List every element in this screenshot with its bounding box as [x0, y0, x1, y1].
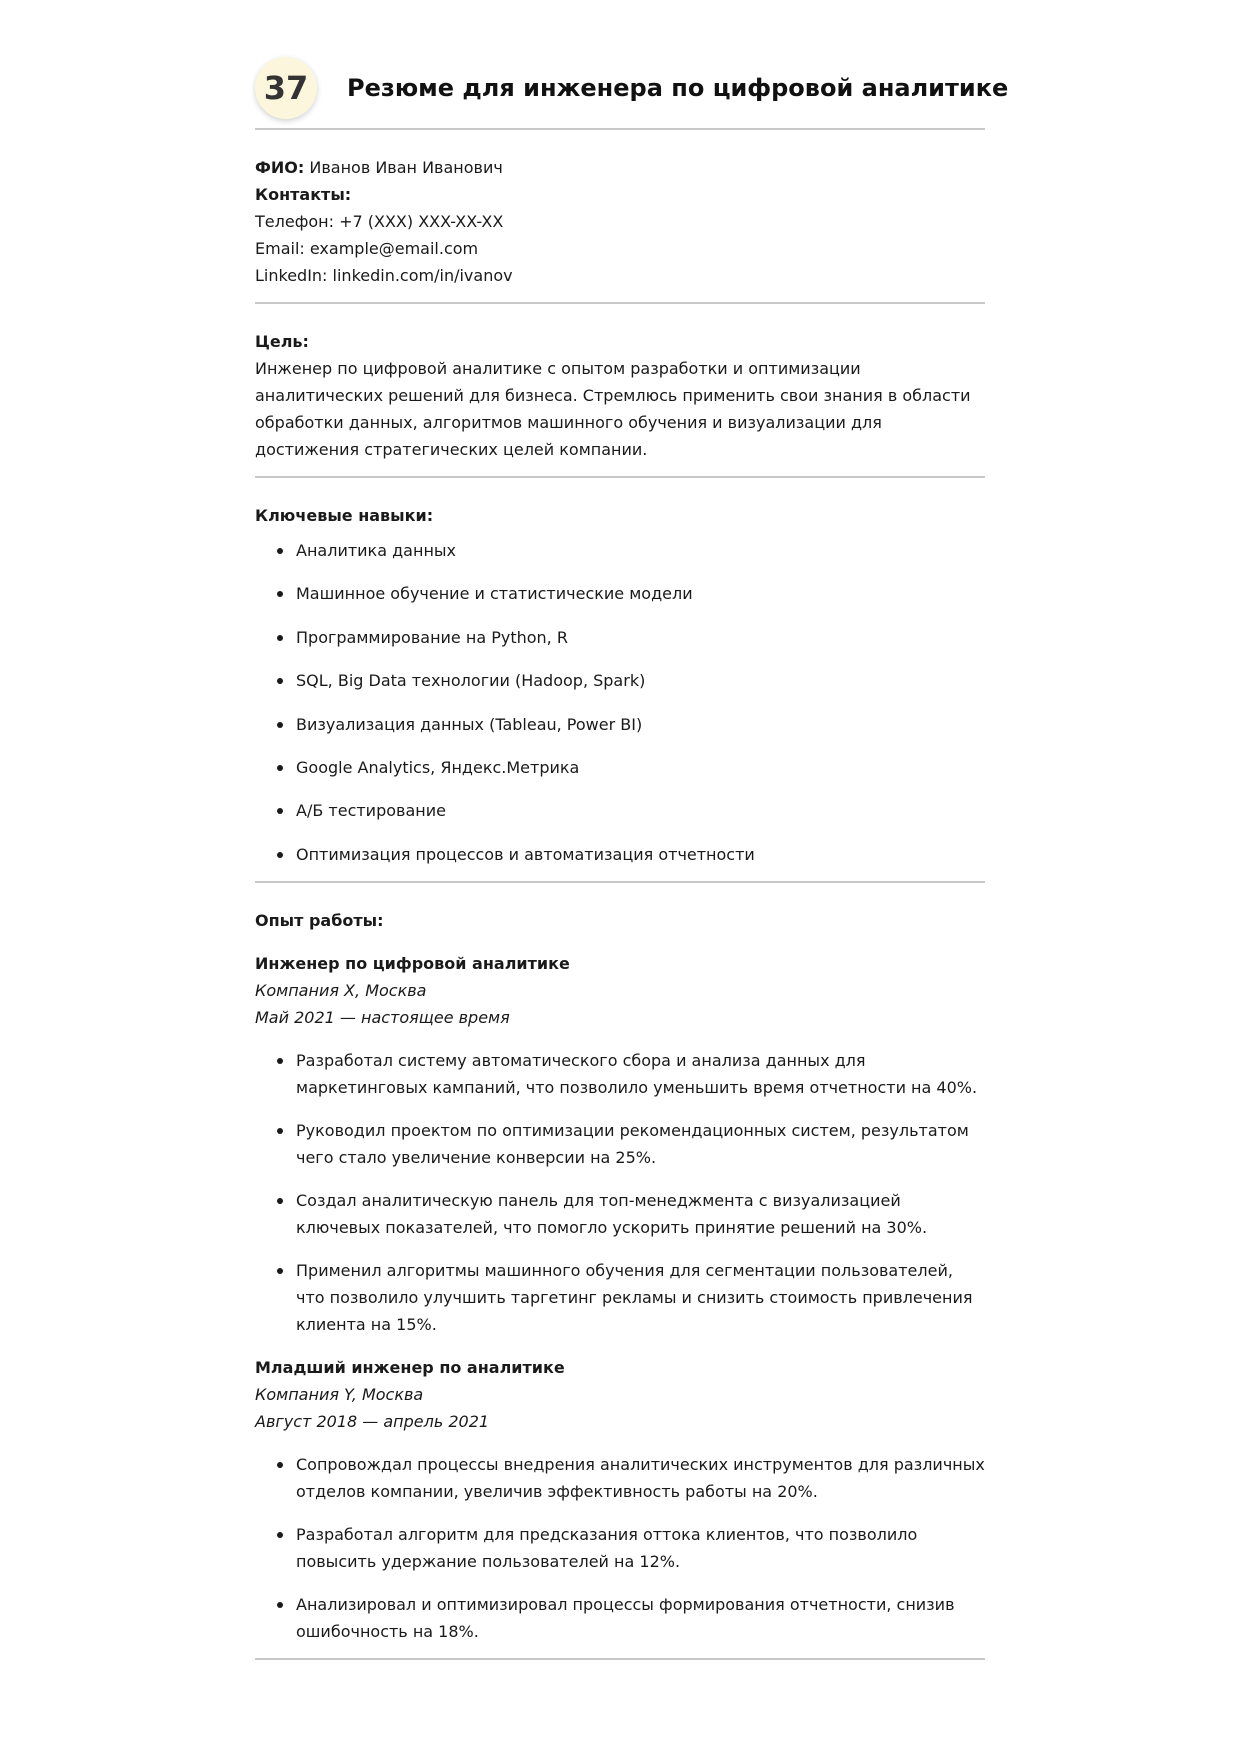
experience-section	[255, 883, 985, 1658]
skills-section	[255, 478, 985, 881]
job-title: Младший инженер по аналитике	[255, 1357, 565, 1377]
job-title: Инженер по цифровой аналитике	[255, 953, 570, 973]
bullet-icon	[277, 1532, 283, 1538]
list-item	[255, 580, 985, 607]
contacts-section	[255, 130, 985, 302]
achievement-text: Разработал алгоритм для предсказания оттока клиентов, что позволило повысить удержание пользователей на 12%.	[296, 1524, 918, 1571]
skill-text: Программирование на Python, R	[296, 627, 568, 647]
list-item	[255, 667, 985, 694]
job-bullets	[255, 1451, 985, 1645]
bullet-icon	[277, 1058, 283, 1064]
divider	[255, 1658, 985, 1660]
list-item	[255, 1117, 985, 1171]
bullet-icon	[277, 1602, 283, 1608]
email-line: Email: example@email.com	[255, 239, 479, 258]
skill-text: Аналитика данных	[296, 541, 456, 560]
skills-label: Ключевые навыки:	[255, 506, 434, 525]
phone-line: Телефон: +7 (XXX) XXX-XX-XX	[255, 212, 504, 231]
list-item	[255, 1451, 985, 1505]
job-period: Май 2021 — настоящее время	[255, 1007, 510, 1027]
skill-text: Оптимизация процессов и автоматизация отчетности	[296, 844, 755, 864]
list-item	[255, 1591, 985, 1645]
bullet-icon	[277, 591, 283, 597]
experience-label: Опыт работы:	[255, 910, 384, 930]
bullet-icon	[277, 678, 283, 684]
list-item	[255, 1047, 985, 1101]
job-company: Компания Y, Москва	[255, 1384, 424, 1404]
page-title: Резюме для инженера по цифровой аналитике	[347, 74, 1009, 102]
achievement-text: Руководил проектом по оптимизации рекомендационных систем, результатом чего стало увеличение конверсии на 25%.	[296, 1120, 969, 1167]
list-item	[255, 537, 985, 564]
skills-list	[255, 537, 985, 868]
job-bullets	[255, 1047, 985, 1338]
list-item	[255, 624, 985, 651]
number-badge: 37	[255, 57, 317, 119]
skill-text: Визуализация данных (Tableau, Power BI)	[296, 714, 643, 734]
list-item	[255, 1187, 985, 1241]
bullet-icon	[277, 1268, 283, 1274]
linkedin-line: LinkedIn: linkedin.com/in/ivanov	[255, 266, 513, 285]
bullet-icon	[277, 852, 283, 858]
list-item	[255, 1257, 985, 1338]
bullet-icon	[277, 765, 283, 771]
list-item	[255, 1521, 985, 1575]
skill-text: Машинное обучение и статистические модели	[296, 584, 693, 604]
list-item	[255, 754, 985, 781]
bullet-icon	[277, 722, 283, 728]
achievement-text: Разработал систему автоматического сбора и анализа данных для маркетинговых кампаний, что позволило уменьшить время отчетности на 40%.	[296, 1050, 978, 1097]
name-line	[255, 154, 985, 181]
goal-section	[255, 304, 985, 476]
resume-header	[255, 52, 1009, 124]
list-item	[255, 797, 985, 824]
bullet-icon	[277, 548, 283, 554]
list-item	[255, 711, 985, 738]
goal-label: Цель:	[255, 332, 309, 351]
achievement-text: Применил алгоритмы машинного обучения для сегментации пользователей, что позволило улучшить таргетинг рекламы и снизить стоимость привлечения клиента на 15%.	[296, 1260, 973, 1334]
resume-page	[255, 52, 1009, 1660]
skill-text: Google Analytics, Яндекс.Метрика	[296, 757, 580, 777]
job-period: Август 2018 — апрель 2021	[255, 1411, 490, 1431]
name-label: ФИО:	[255, 158, 305, 177]
bullet-icon	[277, 635, 283, 641]
bullet-icon	[277, 1462, 283, 1468]
goal-text: Инженер по цифровой аналитике с опытом разработки и оптимизации аналитических решений для бизнеса. Стремлюсь применить свои знания в области обработки данных, алгоритмов машинного обучения и визуализации для достижения стратегических целей компании.	[255, 359, 971, 459]
skill-text: SQL, Big Data технологии (Hadoop, Spark)	[296, 671, 646, 691]
bullet-icon	[277, 808, 283, 814]
bullet-icon	[277, 1128, 283, 1134]
job-company: Компания X, Москва	[255, 980, 427, 1000]
list-item	[255, 841, 985, 868]
contacts-label: Контакты:	[255, 185, 352, 204]
skill-text: А/Б тестирование	[296, 801, 446, 821]
name-value: Иванов Иван Иванович	[309, 158, 503, 177]
achievement-text: Создал аналитическую панель для топ-менеджмента с визуализацией ключевых показателей, что помогло ускорить принятие решений на 30%.	[296, 1190, 928, 1237]
achievement-text: Сопровождал процессы внедрения аналитических инструментов для различных отделов компании, увеличив эффективность работы на 20%.	[296, 1454, 985, 1501]
achievement-text: Анализировал и оптимизировал процессы формирования отчетности, снизив ошибочность на 18%.	[296, 1594, 955, 1641]
bullet-icon	[277, 1198, 283, 1204]
